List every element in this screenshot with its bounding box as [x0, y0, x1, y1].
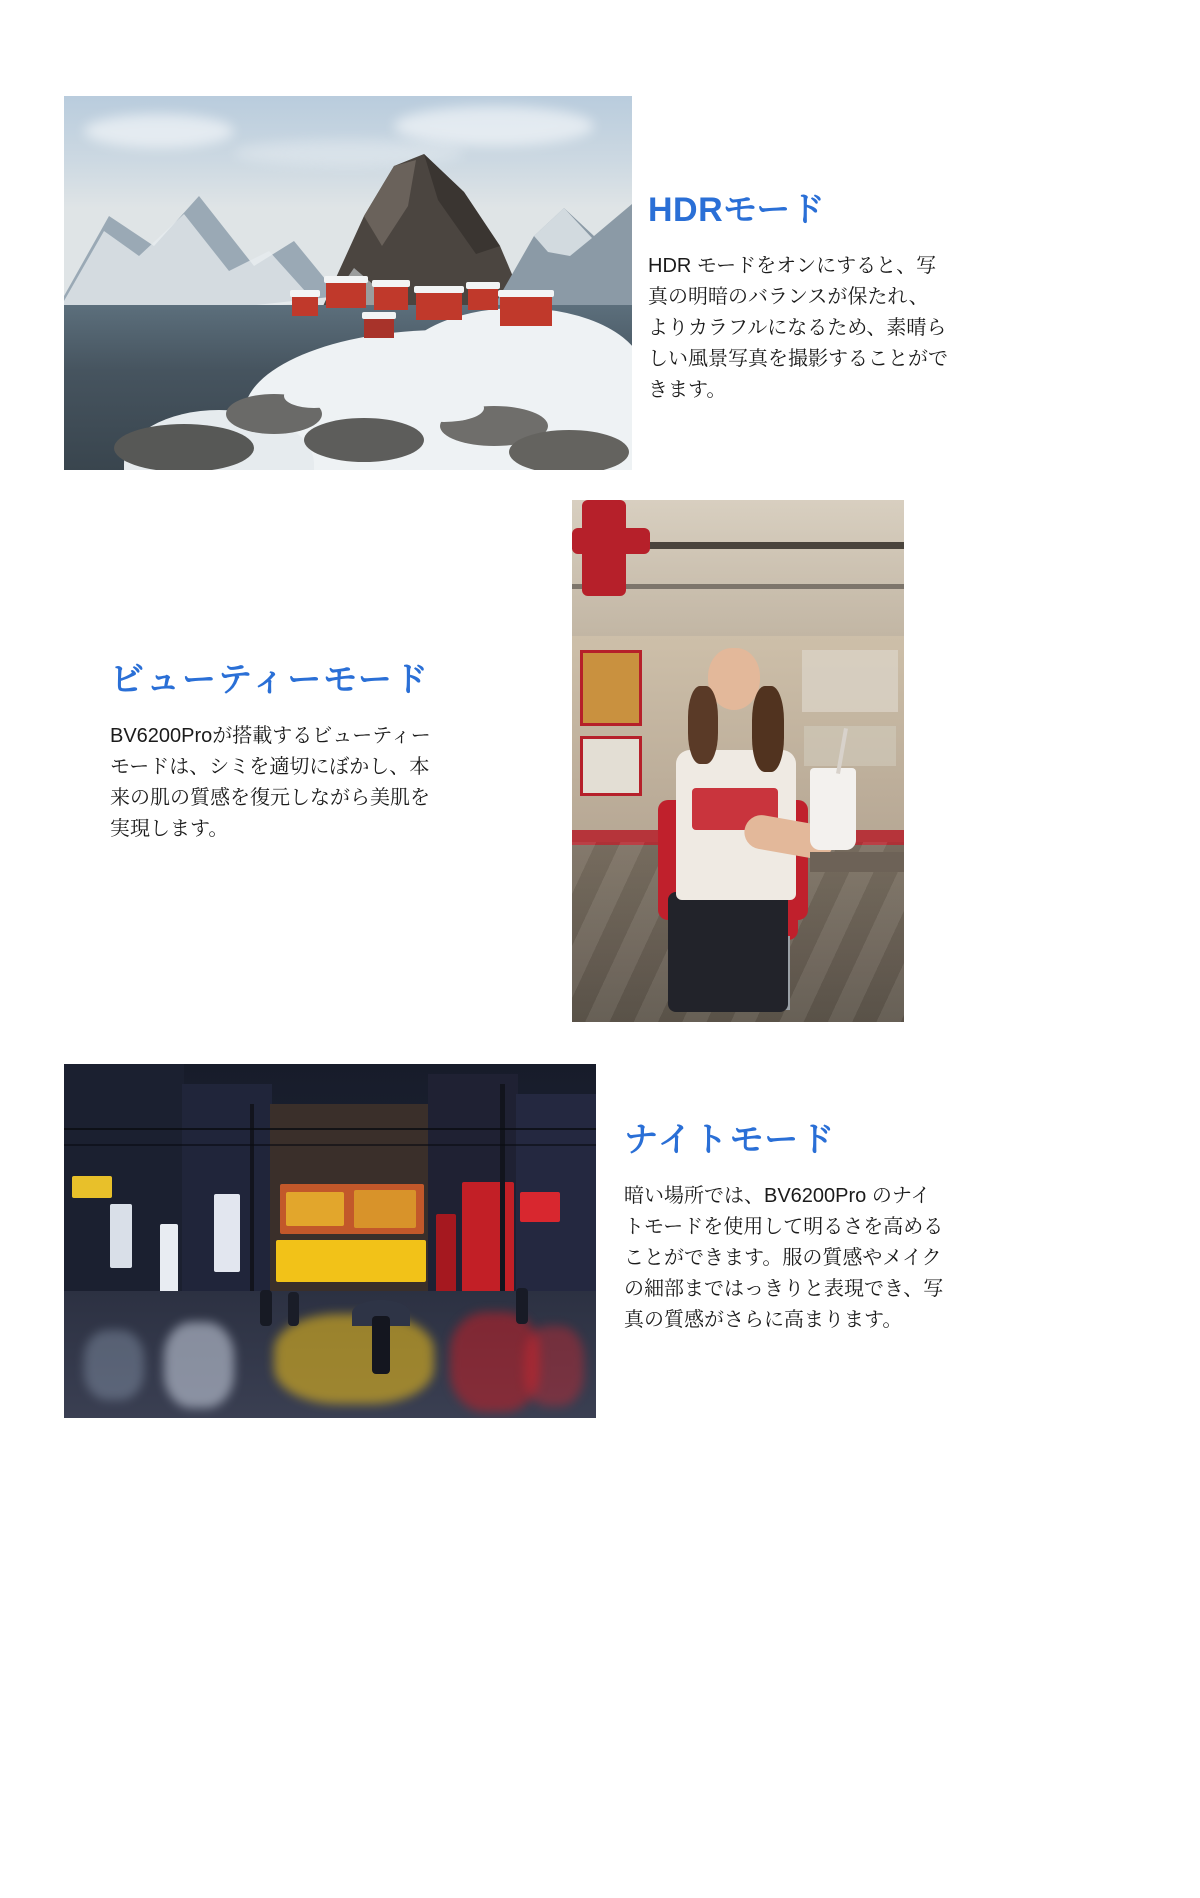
beauty-heading: ビューティーモード	[110, 661, 430, 699]
beauty-photo-frame	[572, 500, 904, 1022]
hdr-heading: HDRモード	[648, 191, 826, 229]
beauty-portrait-photo	[572, 500, 904, 1022]
beauty-body: BV6200Proが搭載するビューティーモードは、シミを適切にぼかし、本来の肌の質感を復元しながら美肌を実現します。	[110, 724, 431, 840]
beauty-copy-block	[110, 660, 440, 845]
hdr-body: HDR モードをオンにすると、写真の明暗のバランスが保たれ、よりカラフルになるため、素晴らしい風景写真を撮影することができます。	[648, 254, 948, 401]
night-street-photo	[64, 1064, 596, 1418]
hdr-copy-block	[648, 190, 948, 406]
hdr-landscape-photo	[64, 96, 632, 470]
night-body: 暗い場所では、BV6200Pro のナイトモードを使用して明るさを高めることができます。服の質感やメイクの細部まではっきりと表現でき、写真の質感がさらに高まります。	[624, 1184, 944, 1331]
night-photo-frame	[64, 1064, 596, 1418]
night-copy-block	[624, 1120, 944, 1336]
hdr-photo-frame	[64, 96, 632, 470]
night-heading: ナイトモード	[624, 1121, 837, 1159]
